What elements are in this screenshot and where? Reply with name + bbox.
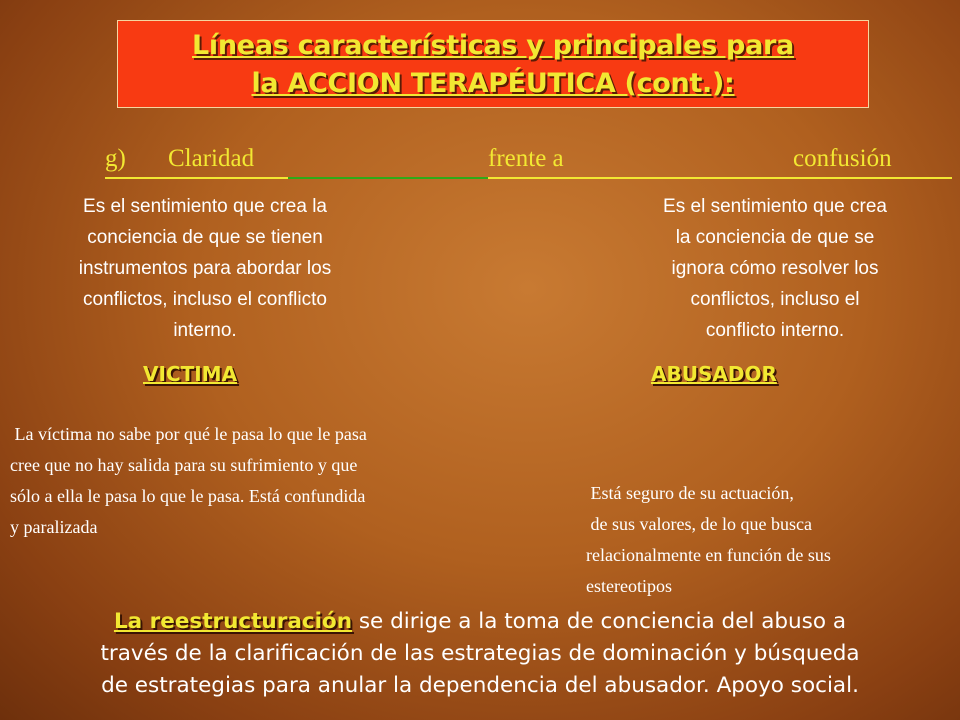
slide-title-box: [117, 20, 869, 108]
slide-title-line-1: Líneas características y principales para: [192, 30, 794, 61]
slide-title-line-2: la ACCION TERAPÉUTICA (cont.):: [251, 68, 735, 99]
abusador-detail: Está seguro de su actuación, de sus valores, de lo que busca relacionalmente en función de sus estereotipos: [586, 483, 831, 596]
heading-prefix: g): [105, 145, 126, 172]
heading-row: [100, 145, 952, 179]
right-description: Es el sentimiento que crea la conciencia de que se ignora cómo resolver los conflictos, incluso el conflicto interno.: [663, 196, 887, 341]
heading-underline-green: [288, 177, 488, 179]
footer-line-1: La reestructuración se dirige a la toma de conciencia del abuso a: [113, 609, 847, 634]
footer-emphasis: La reestructuración: [113, 609, 353, 634]
label-abusador: ABUSADOR: [651, 362, 777, 386]
heading-confusion: confusión: [793, 145, 892, 172]
heading-underline-right: [488, 177, 952, 179]
footer-line-2: través de la clarificación de las estrategias de dominación y búsqueda: [100, 641, 860, 666]
victima-detail: La víctima no sabe por qué le pasa lo que le pasa cree que no hay salida para su sufrimiento y que sólo a ella le pasa lo que le pasa. Está confundida y paralizada: [10, 424, 367, 537]
left-description: Es el sentimiento que crea la conciencia de que se tienen instrumentos para abordar los conflictos, incluso el conflicto interno.: [78, 196, 332, 341]
footer-line-3: de estrategias para anular la dependencia del abusador. Apoyo social.: [101, 673, 859, 698]
label-victima: VICTIMA: [143, 362, 238, 386]
heading-underline-left: [105, 177, 288, 179]
heading-claridad: Claridad: [168, 145, 255, 172]
footer-summary: [0, 606, 960, 702]
heading-frente-a: frente a: [488, 145, 564, 172]
